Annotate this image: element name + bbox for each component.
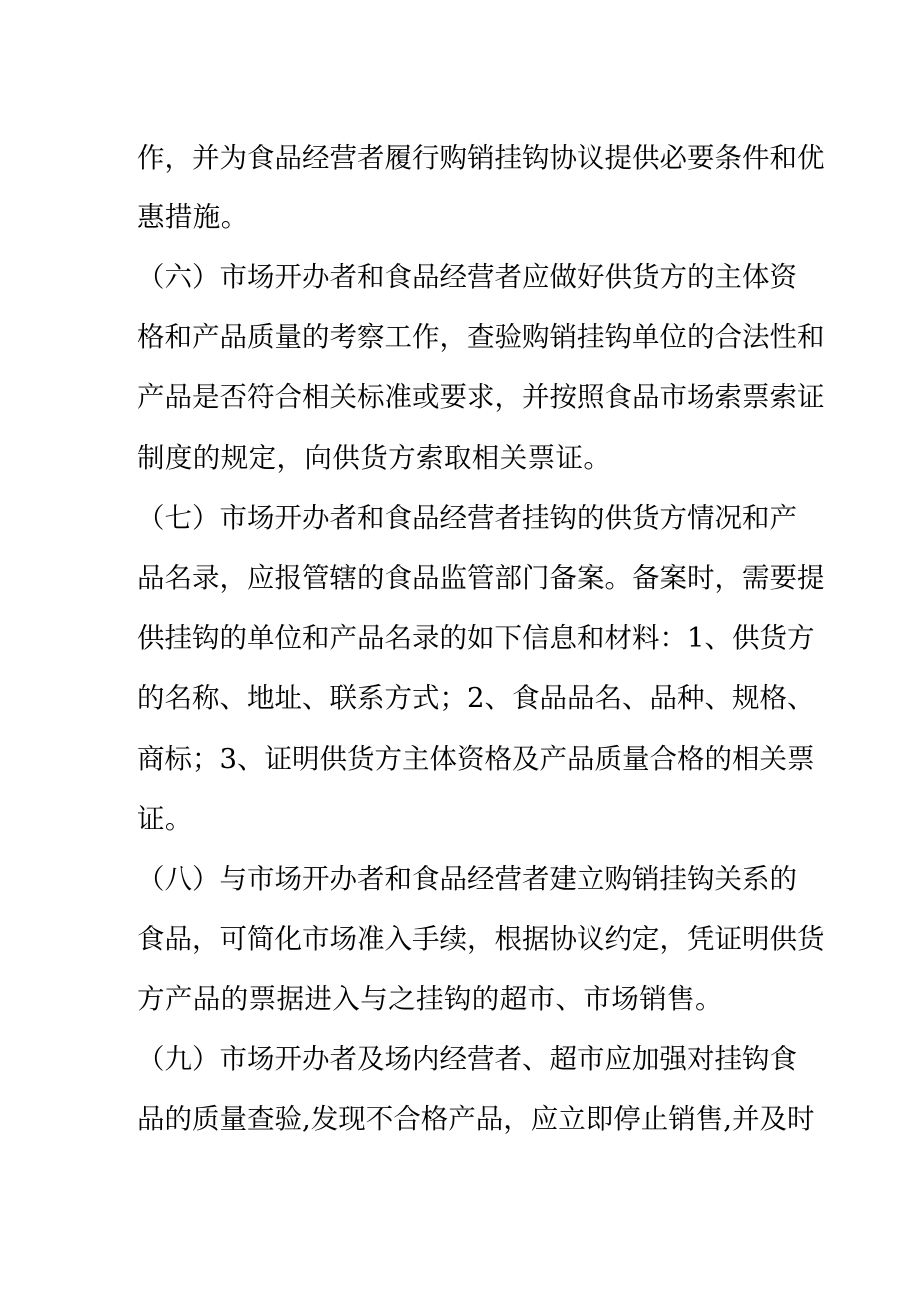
paragraph-line: 证。 [137,803,193,835]
paragraph-line: 的名称、地址、联系方式；2、食品品名、品种、规格、 [137,682,815,714]
section-6-heading-line: （六）市场开办者和食品经营者应做好供货方的主体资 [137,261,797,293]
paragraph-line: 产品是否符合相关标准或要求，并按照食品市场索票索证 [137,381,825,413]
paragraph-line: 格和产品质量的考察工作，查验购销挂钩单位的合法性和 [137,321,825,353]
paragraph-line: 惠措施。 [137,201,249,233]
paragraph-line: 方产品的票据进入与之挂钩的超市、市场销售。 [137,983,723,1015]
paragraph-line: 品的质量查验,发现不合格产品，应立即停止销售,并及时 [137,1103,815,1135]
section-8-heading-line: （八）与市场开办者和食品经营者建立购销挂钩关系的 [137,863,797,895]
paragraph-line: 作，并为食品经营者履行购销挂钩协议提供必要条件和优 [137,142,825,174]
paragraph-line: 食品，可简化市场准入手续，根据协议约定，凭证明供货 [137,923,825,955]
paragraph-line: 商标；3、证明供货方主体资格及产品质量合格的相关票 [137,743,815,775]
paragraph-line: 品名录，应报管辖的食品监管部门备案。备案时，需要提 [137,562,825,594]
section-7-heading-line: （七）市场开办者和食品经营者挂钩的供货方情况和产 [137,502,797,534]
paragraph-line: 供挂钩的单位和产品名录的如下信息和材料：1、供货方 [137,622,815,654]
paragraph-line: 制度的规定，向供货方索取相关票证。 [137,442,612,474]
section-9-heading-line: （九）市场开办者及场内经营者、超市应加强对挂钩食 [137,1043,797,1075]
